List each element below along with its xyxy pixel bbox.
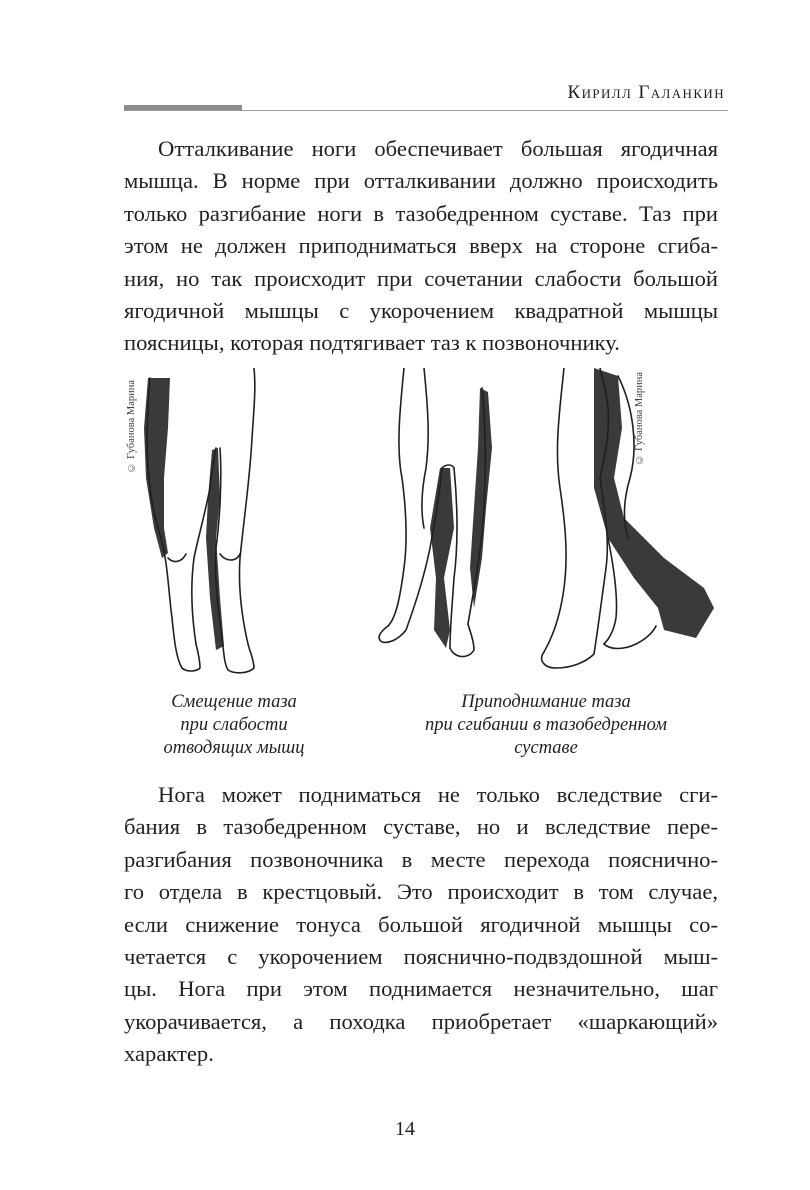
paragraph-2-line: цы. Нога при этом поднимается незначительно, шаг <box>124 976 718 1002</box>
caption-right-line: Приподнимание таза <box>461 692 631 712</box>
paragraph-2-line: если снижение тонуса большой ягодичной мышцы со- <box>124 911 718 937</box>
caption-left-line: при слабости <box>180 715 288 735</box>
paragraph-2-line: разгибания позвоночника в месте перехода пояснично- <box>124 846 718 872</box>
paragraph-1-line: мышца. В норме при отталкивании должно происходить <box>124 168 718 194</box>
paragraph-1-line: ния, но так происходит при сочетании слабости большой <box>124 265 718 291</box>
caption-right-line: суставе <box>514 738 578 758</box>
figure-caption-left <box>134 691 334 760</box>
header-rule <box>124 110 728 111</box>
illustration-credit-right: © Губанова Марина <box>634 372 645 465</box>
paragraph-1-line: Отталкивание ноги обеспечивает большая ягодичная <box>158 136 718 161</box>
running-head-author: Кирилл Галанкин <box>567 82 725 103</box>
paragraph-2-line: характер. <box>124 1041 214 1067</box>
illustration-credit-left: © Губанова Марина <box>126 380 137 473</box>
paragraph-1-line: поясницы, которая подтягивает таз к позвоночнику. <box>124 330 620 356</box>
caption-right-line: при сгибании в тазобедренном <box>425 715 667 735</box>
paragraph-2-line: четается с укорочением пояснично-подвздошной мыш- <box>124 944 718 970</box>
paragraph-2-line: го отдела в крестцовый. Это происходит в том случае, <box>124 879 718 905</box>
page-number: 14 <box>395 1118 415 1140</box>
paragraph-1-line: этом не должен приподниматься вверх на стороне сгиба- <box>124 233 718 259</box>
figure-caption-right <box>398 691 694 760</box>
legs-drawing <box>124 368 718 688</box>
paragraph-2-line: Нога может подниматься не только вследствие сги- <box>158 782 718 807</box>
paragraph-1-line: только разгибание ноги в тазобедренном суставе. Таз при <box>124 200 718 226</box>
caption-left-line: отводящих мышц <box>163 738 305 758</box>
legs-side-view-figure <box>542 368 714 668</box>
legs-front-view-figure <box>144 368 255 673</box>
paragraph-1-line: ягодичной мышцы с укорочением квадратной мышцы <box>124 298 718 324</box>
paragraph-2-line: бания в тазобедренном суставе, но и вследствие пере- <box>124 814 718 840</box>
paragraph-2-line: укорачивается, а походка приобретает «шаркающий» <box>124 1008 718 1034</box>
caption-left-line: Смещение таза <box>171 692 297 712</box>
paragraph-2 <box>124 779 718 1071</box>
legs-back-view-figure <box>379 368 492 657</box>
paragraph-1 <box>124 133 718 360</box>
illustration-legs <box>124 368 718 688</box>
